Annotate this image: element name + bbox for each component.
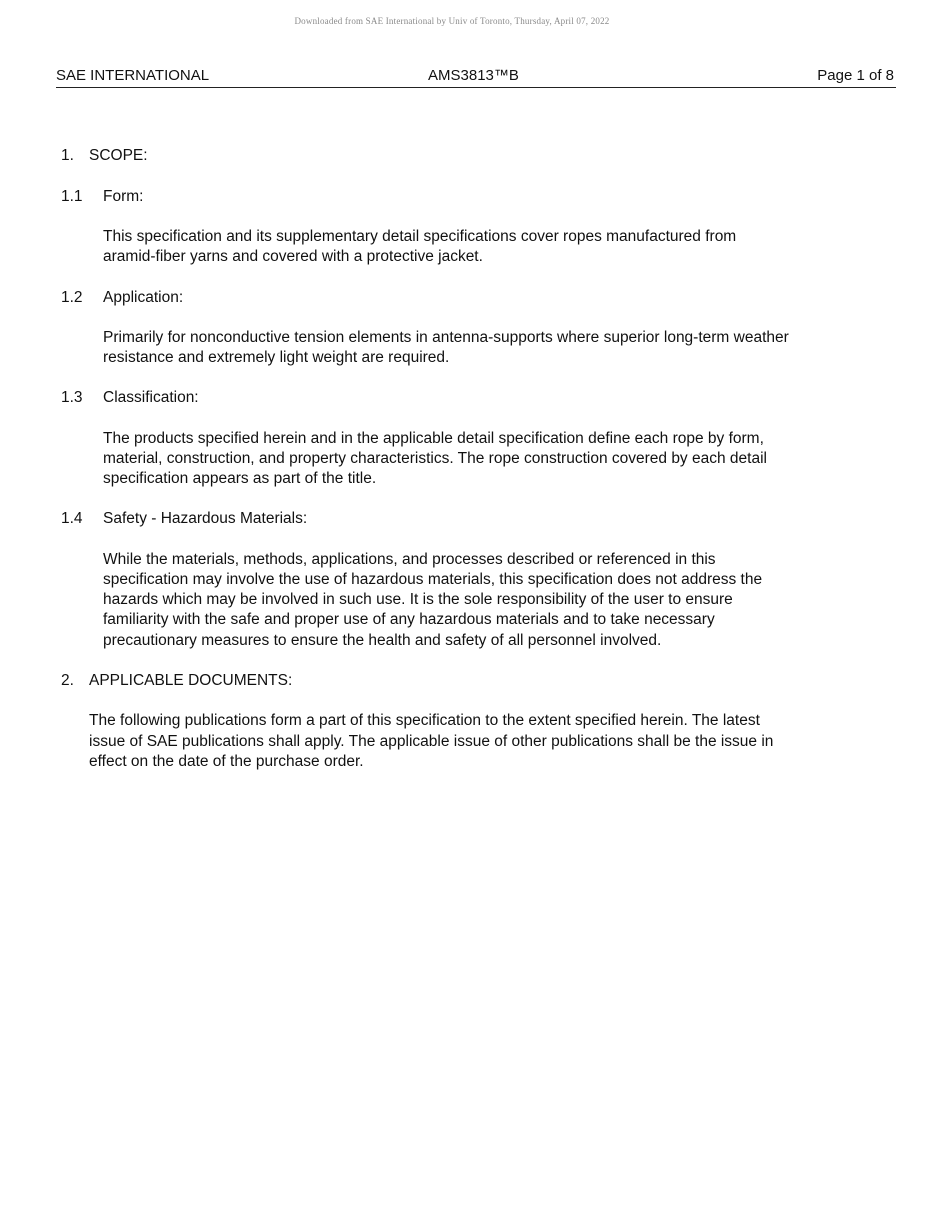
section-heading-classification: Classification: [103,389,199,406]
safety-paragraph-line: precautionary measures to ensure the health and safety of all personnel involved. [103,632,662,649]
section-number-classification: 1.3 [61,389,83,406]
safety-paragraph-line: While the materials, methods, applications, and processes described or referenced in this [103,551,716,568]
safety-paragraph-line: specification may involve the use of hazardous materials, this specification does not address the [103,571,763,588]
classification-paragraph-line: specification appears as part of the title. [103,470,377,487]
section-number-application: 1.2 [61,289,83,306]
section-heading-application: Application: [103,289,184,306]
header-organization: SAE INTERNATIONAL [56,67,210,84]
safety-paragraph-line: familiarity with the safe and proper use of any hazardous materials and to take necessary [103,611,715,628]
section-heading-form: Form: [103,188,144,205]
application-paragraph-line: resistance and extremely light weight are required. [103,349,450,366]
header-page-number: Page 1 of 8 [817,67,894,84]
section-heading-applicable-documents: APPLICABLE DOCUMENTS: [89,672,293,689]
applicable-documents-paragraph-line: issue of SAE publications shall apply. The applicable issue of other publications shall be the issue in [89,733,774,750]
form-paragraph-line: aramid-fiber yarns and covered with a protective jacket. [103,248,483,265]
section-heading-scope: SCOPE: [89,147,148,164]
section-number-form: 1.1 [61,188,83,205]
section-heading-safety: Safety - Hazardous Materials: [103,510,308,527]
safety-paragraph-line: hazards which may be involved in such use. It is the sole responsibility of the user to ensure [103,591,733,608]
section-number-scope: 1. [61,147,74,164]
classification-paragraph-line: The products specified herein and in the applicable detail specification define each rope by form, [103,430,764,447]
applicable-documents-paragraph-line: effect on the date of the purchase order. [89,753,364,770]
applicable-documents-paragraph-line: The following publications form a part of this specification to the extent specified herein. The latest [89,712,760,729]
download-watermark: Downloaded from SAE International by Univ of Toronto, Thursday, April 07, 2022 [294,16,610,26]
running-header [56,66,896,88]
section-number-applicable-documents: 2. [61,672,74,689]
application-paragraph-line: Primarily for nonconductive tension elements in antenna-supports where superior long-term weather [103,329,789,346]
section-number-safety: 1.4 [61,510,83,527]
header-document-number: AMS3813™B [428,67,519,84]
classification-paragraph-line: material, construction, and property characteristics. The rope construction covered by each detail [103,450,767,467]
form-paragraph-line: This specification and its supplementary detail specifications cover ropes manufactured from [103,228,737,245]
